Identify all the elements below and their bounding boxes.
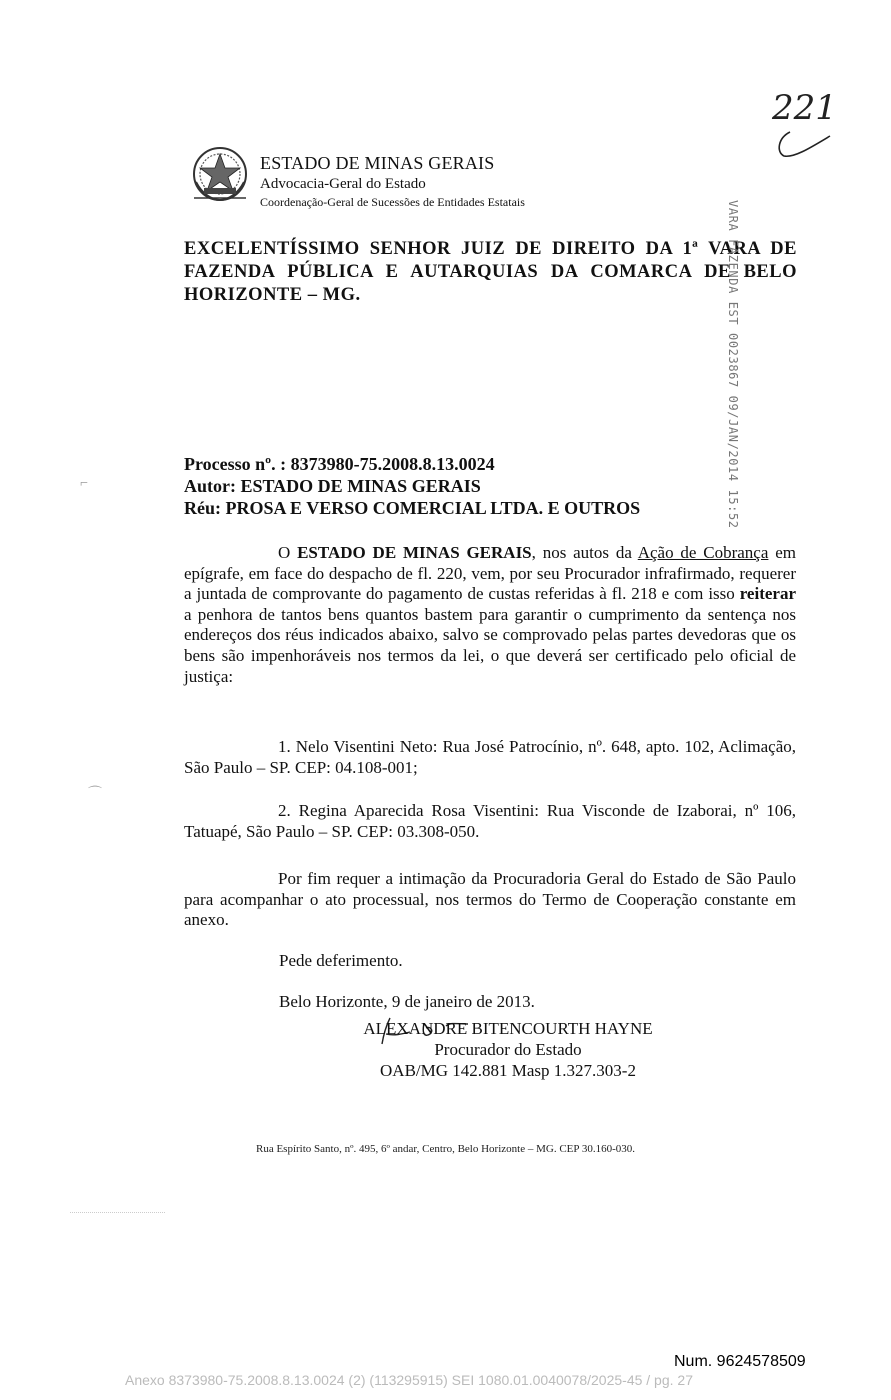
address-item-2: 2. Regina Aparecida Rosa Visentini: Rua Visconde de Izaborai, nº 106, Tatuapé, São Paulo – SP. CEP: 03.308-050.	[184, 801, 796, 841]
handwritten-initial-mark	[770, 128, 840, 164]
signer-registration: OAB/MG 142.881 Masp 1.327.303-2	[380, 1061, 636, 1080]
state-coat-of-arms-icon	[188, 144, 252, 206]
document-number: Num. 9624578509	[674, 1353, 806, 1370]
case-number-line	[184, 453, 640, 475]
place-date: Belo Horizonte, 9 de janeiro de 2013.	[279, 992, 535, 1011]
p1-action-name: Ação de Cobrança	[637, 543, 769, 562]
defendant-label: Réu:	[184, 498, 221, 518]
header-coordination: Coordenação-Geral de Sucessões de Entidades Estatais	[260, 195, 525, 209]
handwritten-page-number: 221	[772, 88, 837, 128]
signer-name: ALEXANDRE BITENCOURTH HAYNE	[363, 1019, 653, 1038]
case-plaintiff-line	[184, 475, 640, 497]
case-number-label: Processo nº. :	[184, 454, 287, 474]
case-metadata	[184, 453, 640, 519]
p1-text-c: em epígrafe, em face do despacho de fl. 220, vem, por seu Procurador infrafirmado, requerer a juntada de comprovante do pagamento de custas referidas à fl. 218 e com isso	[184, 543, 796, 604]
scan-artifact-line	[70, 1212, 165, 1213]
p1-party-name: ESTADO DE MINAS GERAIS	[297, 543, 532, 562]
plaintiff-value: ESTADO DE MINAS GERAIS	[240, 476, 481, 496]
signer-role: Procurador do Estado	[434, 1040, 582, 1059]
p1-reiterar: reiterar	[739, 584, 796, 604]
protocol-stamp: VARA FAZENDA EST 0023867 09/JAN/2014 15:52	[726, 200, 740, 529]
scan-artifact-mark: ⌒	[88, 787, 102, 802]
closing-request: Pede deferimento.	[279, 951, 403, 970]
plaintiff-label: Autor:	[184, 476, 236, 496]
header-agency: Advocacia-Geral do Estado	[260, 176, 426, 192]
addressee-heading: EXCELENTÍSSIMO SENHOR JUIZ DE DIREITO DA 1ª VARA DE FAZENDA PÚBLICA E AUTARQUIAS DA COMARCA DE BELO HORIZONTE – MG.	[184, 239, 797, 305]
footer-address: Rua Espírito Santo, nº. 495, 6º andar, Centro, Belo Horizonte – MG. CEP 30.160-030.	[255, 1143, 636, 1155]
signature-block	[278, 1018, 738, 1081]
attachment-reference: Anexo 8373980-75.2008.8.13.0024 (2) (113295915) SEI 1080.01.0040078/2025-45 / pg. 27	[125, 1372, 693, 1388]
case-number-value: 8373980-75.2008.8.13.0024	[290, 454, 495, 474]
p1-text-b: , nos autos da	[531, 543, 638, 562]
body-paragraph-request	[184, 543, 796, 687]
p1-text-a: O	[278, 543, 298, 562]
header-state-name: ESTADO DE MINAS GERAIS	[260, 153, 495, 173]
p1-text-d: a penhora de tantos bens quantos bastem para garantir o cumprimento da sentença nos endereços dos réus indicados abaixo, salvo se comprovado pelas partes devedoras que os bens são impenhoráveis nos termos da lei, o que deverá ser certificado pelo oficial de justiça:	[184, 604, 796, 686]
scan-artifact-mark: ⌐	[80, 476, 88, 491]
address-item-1: 1. Nelo Visentini Neto: Rua José Patrocínio, nº. 648, apto. 102, Aclimação, São Paulo – SP. CEP: 04.108-001;	[184, 737, 796, 777]
defendant-value: PROSA E VERSO COMERCIAL LTDA. E OUTROS	[225, 498, 641, 518]
body-paragraph-intimation: Por fim requer a intimação da Procuradoria Geral do Estado de São Paulo para acompanhar o ato processual, nos termos do Termo de Cooperação constante em anexo.	[184, 869, 796, 930]
case-defendant-line	[184, 497, 640, 519]
